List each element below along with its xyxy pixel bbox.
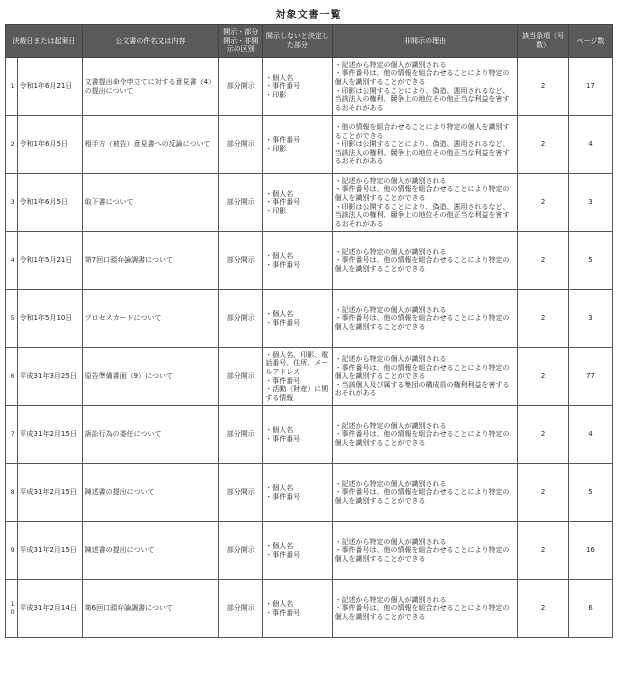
reasons-cell-line: ・印影は公開することにより、偽造、悪用されるなど、当該法人の権利、競争上の地位その他正当な利益を害するおそれがある [334,86,510,112]
withheld-items-cell-line: ・個人名 [265,189,294,198]
clause-cell: 2 [518,116,568,174]
withheld-items-cell-line: ・事件番号 [265,550,301,559]
document-name-cell: 第6回口頭弁論調書について [82,580,219,638]
reasons-cell-line: ・事件番号は、他の情報を組合わせることにより特定の個人を識別することができる [334,363,510,381]
page-count-cell: 4 [568,116,612,174]
reasons-cell-line: ・記述から特定の個人が識別される [334,247,447,256]
document-name-cell: 相手方（被告）意見書への反論について [82,116,219,174]
row-number: 9 [6,522,18,580]
withheld-items-cell [263,406,332,464]
table-row [6,58,613,116]
date-cell: 令和1年5月21日 [17,232,82,290]
date-cell: 平成31年2月15日 [17,522,82,580]
withheld-items-cell [263,522,332,580]
withheld-items-cell-line: ・事件番号 [265,434,301,443]
document-name-cell: 原告準備書面（9）について [82,348,219,406]
date-cell: 令和1年6月5日 [17,174,82,232]
reasons-cell-line: ・記述から特定の個人が識別される [334,60,447,69]
reasons-cell [332,290,518,348]
document-name-cell: 陳述書の提出について [82,522,219,580]
page-count-cell: 5 [568,464,612,522]
document-name-cell: 文書提出命令申立てに対する意見書（4）の提出について [82,58,219,116]
reasons-cell-line: ・事件番号は、他の情報を組合わせることにより特定の個人を識別することができる [334,69,510,86]
table-header [6,25,613,58]
document-table [5,24,613,638]
withheld-items-cell-line: ・個人名 [265,425,294,434]
header-reasons: 非開示の理由 [332,25,518,58]
disclosure-mode-cell: 部分開示 [219,290,263,348]
reasons-cell-line: ・事件番号は、他の情報を組合わせることにより特定の個人を識別することができる [334,604,510,621]
header-date: 決裁日または起案日 [6,25,83,58]
reasons-cell-line: ・記述から特定の個人が識別される [334,595,447,604]
withheld-items-cell-line: ・個人名 [265,483,294,492]
withheld-items-cell-line: ・個人名、印影、電話番号、住所、メールアドレス [265,350,329,376]
disclosure-mode-cell: 部分開示 [219,580,263,638]
table-row [6,580,613,638]
header-clause: 該当条項（号数） [518,25,568,58]
clause-cell: 2 [518,580,568,638]
clause-cell: 2 [518,58,568,116]
header-mode: 開示・部分開示・非開示の区別 [219,25,263,58]
page-count-cell: 4 [568,406,612,464]
reasons-cell [332,464,518,522]
reasons-cell-line: ・事件番号は、他の情報を組合わせることにより特定の個人を識別することができる [334,488,510,505]
page-count-cell: 17 [568,58,612,116]
table-row [6,290,613,348]
withheld-items-cell-line: ・事件番号 [265,198,301,207]
table-body [6,58,613,638]
document-name-cell: 陳述書の提出について [82,464,219,522]
row-number: 1 [6,58,18,116]
withheld-items-cell [263,348,332,406]
page-count-cell: 77 [568,348,612,406]
withheld-items-cell [263,464,332,522]
reasons-cell [332,406,518,464]
date-cell: 平成31年3月25日 [17,348,82,406]
page-count-cell: 5 [568,232,612,290]
date-cell: 平成31年2月15日 [17,464,82,522]
row-number: 5 [6,290,18,348]
withheld-items-cell-line: ・印影 [265,206,287,215]
date-cell: 令和1年6月21日 [17,58,82,116]
row-number: 10 [6,580,18,638]
reasons-cell-line: ・印影は公開することにより、偽造、悪用されるなど、当該法人の権利、競争上の地位その他正当な利益を害するおそれがある [334,202,510,228]
withheld-items-cell-line: ・事件番号 [265,135,301,144]
reasons-cell-line: ・記述から特定の個人が識別される [334,479,447,488]
disclosure-mode-cell: 部分開示 [219,58,263,116]
withheld-items-cell-line: ・印影 [265,90,287,99]
table-row [6,116,613,174]
page-count-cell: 6 [568,580,612,638]
clause-cell: 2 [518,174,568,232]
document-name-cell: 取下書について [82,174,219,232]
table-row [6,348,613,406]
withheld-items-cell [263,58,332,116]
header-items: 開示しないと決定した部分 [263,25,332,58]
row-number: 7 [6,406,18,464]
table-row [6,174,613,232]
disclosure-mode-cell: 部分開示 [219,232,263,290]
withheld-items-cell-line: ・事件番号 [265,608,301,617]
reasons-cell-line: ・印影は公開することにより、偽造、悪用されるなど、当該法人の権利、競争上の地位その他正当な利益を害するおそれがある [334,140,510,166]
clause-cell: 2 [518,232,568,290]
withheld-items-cell [263,116,332,174]
clause-cell: 2 [518,464,568,522]
withheld-items-cell-line: ・事件番号 [265,318,301,327]
withheld-items-cell [263,290,332,348]
withheld-items-cell-line: ・個人名 [265,73,294,82]
table-row [6,522,613,580]
withheld-items-cell [263,232,332,290]
table-row [6,406,613,464]
disclosure-mode-cell: 部分開示 [219,464,263,522]
reasons-cell-line: ・記述から特定の個人が識別される [334,355,447,364]
disclosure-mode-cell: 部分開示 [219,522,263,580]
withheld-items-cell-line: ・事件番号 [265,492,301,501]
reasons-cell-line: ・記述から特定の個人が識別される [334,176,447,185]
reasons-cell-line: ・当該個人及び属する集団の構成員の権利利益を害するおそれがある [334,380,510,398]
withheld-items-cell-line: ・個人名 [265,599,294,608]
reasons-cell-line: ・記述から特定の個人が識別される [334,305,447,314]
reasons-cell [332,522,518,580]
clause-cell: 2 [518,406,568,464]
reasons-cell-line: ・他の情報を組合わせることにより特定の個人を識別することができる [334,123,510,140]
header-name: 公文書の件名又は内容 [82,25,219,58]
withheld-items-cell-line: ・印影 [265,144,287,153]
withheld-items-cell-line: ・個人名 [265,251,294,260]
withheld-items-cell-line: ・個人名 [265,541,294,550]
clause-cell: 2 [518,522,568,580]
reasons-cell [332,116,518,174]
row-number: 6 [6,348,18,406]
disclosure-mode-cell: 部分開示 [219,406,263,464]
document-name-cell: 第7回口頭弁論調書について [82,232,219,290]
reasons-cell-line: ・事件番号は、他の情報を組合わせることにより特定の個人を識別することができる [334,546,510,563]
date-cell: 令和1年5月10日 [17,290,82,348]
row-number: 3 [6,174,18,232]
reasons-cell-line: ・記述から特定の個人が識別される [334,537,447,546]
page-title: 対象文書一覧 [275,10,342,21]
page-count-cell: 3 [568,290,612,348]
reasons-cell [332,580,518,638]
withheld-items-cell-line: ・事件番号 [265,82,301,91]
clause-cell: 2 [518,290,568,348]
disclosure-mode-cell: 部分開示 [219,174,263,232]
table-row [6,464,613,522]
withheld-items-cell [263,580,332,638]
withheld-items-cell-line: ・事件番号 [265,376,301,385]
row-number: 2 [6,116,18,174]
withheld-items-cell-line: ・活動（財産）に関する情報 [265,385,329,402]
date-cell: 令和1年6月5日 [17,116,82,174]
row-number: 8 [6,464,18,522]
withheld-items-cell-line: ・事件番号 [265,260,301,269]
reasons-cell-line: ・事件番号は、他の情報を組合わせることにより特定の個人を識別することができる [334,256,510,273]
reasons-cell [332,174,518,232]
page-count-cell: 3 [568,174,612,232]
row-number: 4 [6,232,18,290]
reasons-cell-line: ・事件番号は、他の情報を組合わせることにより特定の個人を識別することができる [334,430,510,447]
date-cell: 平成31年2月14日 [17,580,82,638]
withheld-items-cell-line: ・個人名 [265,309,294,318]
withheld-items-cell [263,174,332,232]
reasons-cell [332,232,518,290]
table-row [6,232,613,290]
disclosure-mode-cell: 部分開示 [219,116,263,174]
header-pages: ページ数 [568,25,612,58]
disclosure-mode-cell: 部分開示 [219,348,263,406]
page-count-cell: 16 [568,522,612,580]
reasons-cell [332,348,518,406]
date-cell: 平成31年2月15日 [17,406,82,464]
document-name-cell: プロセスカードについて [82,290,219,348]
document-name-cell: 訴訟行為の委任について [82,406,219,464]
reasons-cell-line: ・事件番号は、他の情報を組合わせることにより特定の個人を識別することができる [334,185,510,202]
reasons-cell-line: ・記述から特定の個人が識別される [334,421,447,430]
reasons-cell [332,58,518,116]
reasons-cell-line: ・事件番号は、他の情報を組合わせることにより特定の個人を識別することができる [334,314,510,331]
clause-cell: 2 [518,348,568,406]
